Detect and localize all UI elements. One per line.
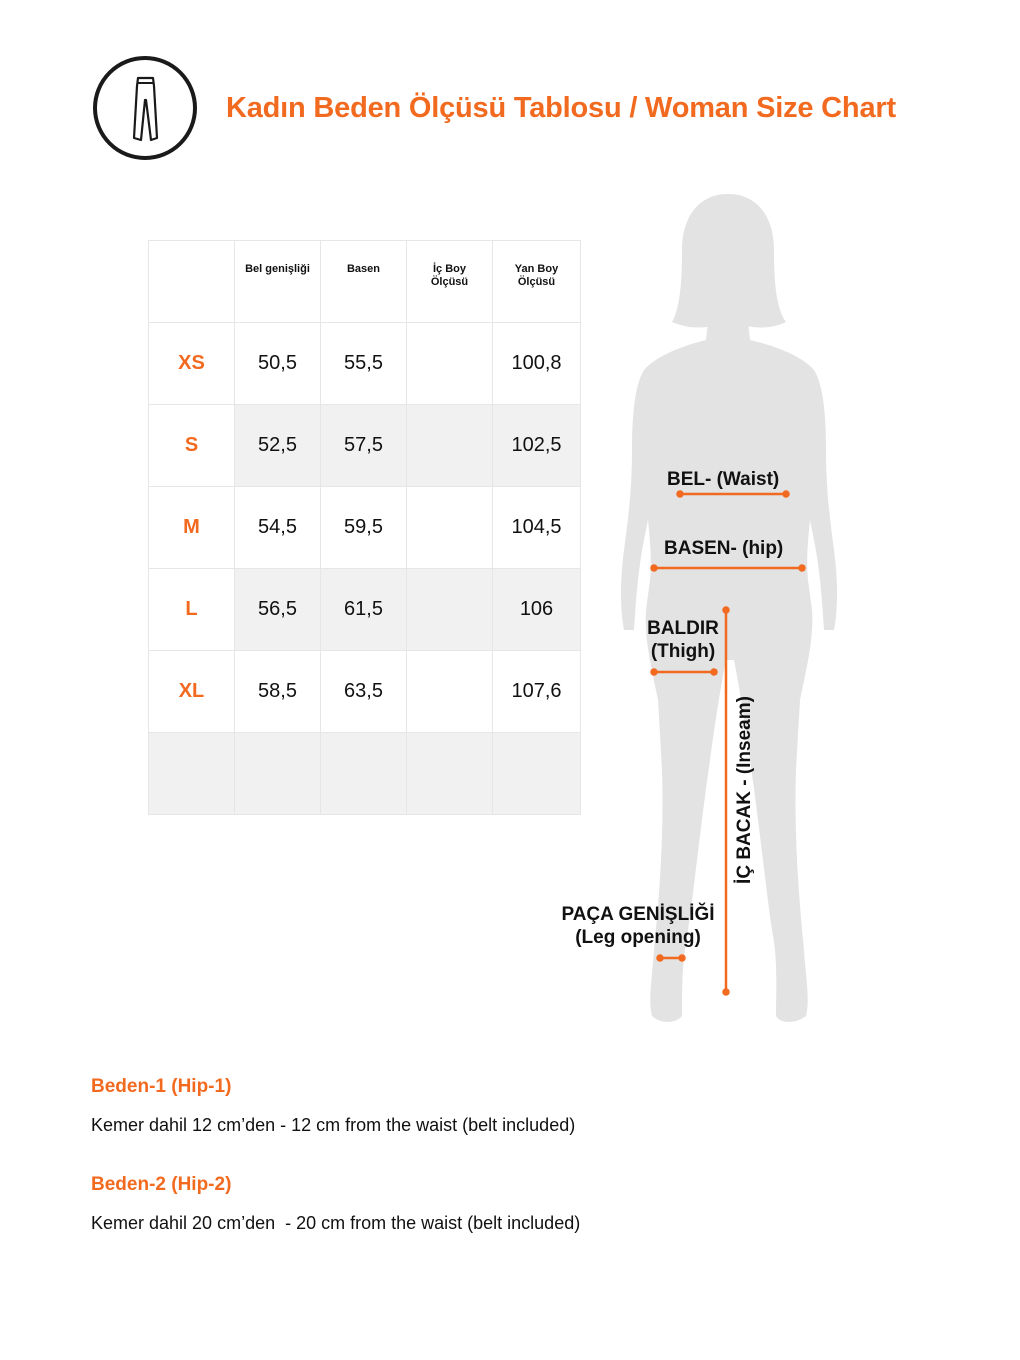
leg-opening-label-line-1: PAÇA GENİŞLİĞİ <box>561 904 715 925</box>
inseam-value <box>407 651 493 733</box>
page-title: Kadın Beden Ölçüsü Tablosu / Woman Size Chart <box>226 92 896 124</box>
note-2-text: Kemer dahil 20 cm’den - 20 cm from the waist (belt included) <box>91 1213 581 1233</box>
hip-label: BASEN- (hip) <box>664 538 784 559</box>
hip-value: 63,5 <box>321 651 407 733</box>
empty-cell <box>407 733 493 815</box>
size-table <box>148 240 581 815</box>
size-label: XL <box>149 651 235 733</box>
outseam-value: 102,5 <box>493 405 581 487</box>
hip-value: 55,5 <box>321 323 407 405</box>
table-header-row <box>149 241 581 323</box>
note-1-text: Kemer dahil 12 cm’den - 12 cm from the waist (belt included) <box>91 1115 576 1135</box>
column-header-waist: Bel genişliği <box>235 241 321 323</box>
size-label: L <box>149 569 235 651</box>
inseam-value <box>407 569 493 651</box>
size-label: S <box>149 405 235 487</box>
table-row <box>149 487 581 569</box>
waist-label: BEL- (Waist) <box>667 469 780 490</box>
empty-cell <box>321 733 407 815</box>
hip-value: 57,5 <box>321 405 407 487</box>
table-row <box>149 405 581 487</box>
note-2-title: Beden-2 (Hip-2) <box>91 1174 232 1195</box>
note-1-title: Beden-1 (Hip-1) <box>91 1076 232 1097</box>
size-label: M <box>149 487 235 569</box>
table-row <box>149 323 581 405</box>
thigh-label-line-1: BALDIR <box>647 618 719 639</box>
empty-cell <box>149 733 235 815</box>
column-header <box>149 241 235 323</box>
inseam-value <box>407 323 493 405</box>
thigh-label-line-2: (Thigh) <box>650 641 716 662</box>
waist-value: 50,5 <box>235 323 321 405</box>
hip-value: 61,5 <box>321 569 407 651</box>
empty-cell <box>493 733 581 815</box>
outseam-value: 104,5 <box>493 487 581 569</box>
inseam-value <box>407 405 493 487</box>
hip-value: 59,5 <box>321 487 407 569</box>
empty-cell <box>235 733 321 815</box>
size-label: XS <box>149 323 235 405</box>
leg-opening-label-line-2: (Leg opening) <box>575 927 701 948</box>
waist-value: 58,5 <box>235 651 321 733</box>
outseam-value: 106 <box>493 569 581 651</box>
inseam-value <box>407 487 493 569</box>
outseam-value: 100,8 <box>493 323 581 405</box>
table-row-empty <box>149 733 581 815</box>
table-row <box>149 651 581 733</box>
logo <box>93 56 197 160</box>
waist-value: 54,5 <box>235 487 321 569</box>
leggings-icon <box>97 60 193 156</box>
inseam-label: İÇ BACAK - (Inseam) <box>734 696 755 884</box>
waist-value: 52,5 <box>235 405 321 487</box>
table-row <box>149 569 581 651</box>
thigh-label <box>644 617 722 663</box>
leg-opening-label <box>548 903 728 949</box>
waist-value: 56,5 <box>235 569 321 651</box>
column-header-inseam: İç Boy Ölçüsü <box>407 241 493 323</box>
column-header-hip: Basen <box>321 241 407 323</box>
outseam-value: 107,6 <box>493 651 581 733</box>
column-header-outseam: Yan Boy Ölçüsü <box>493 241 581 323</box>
